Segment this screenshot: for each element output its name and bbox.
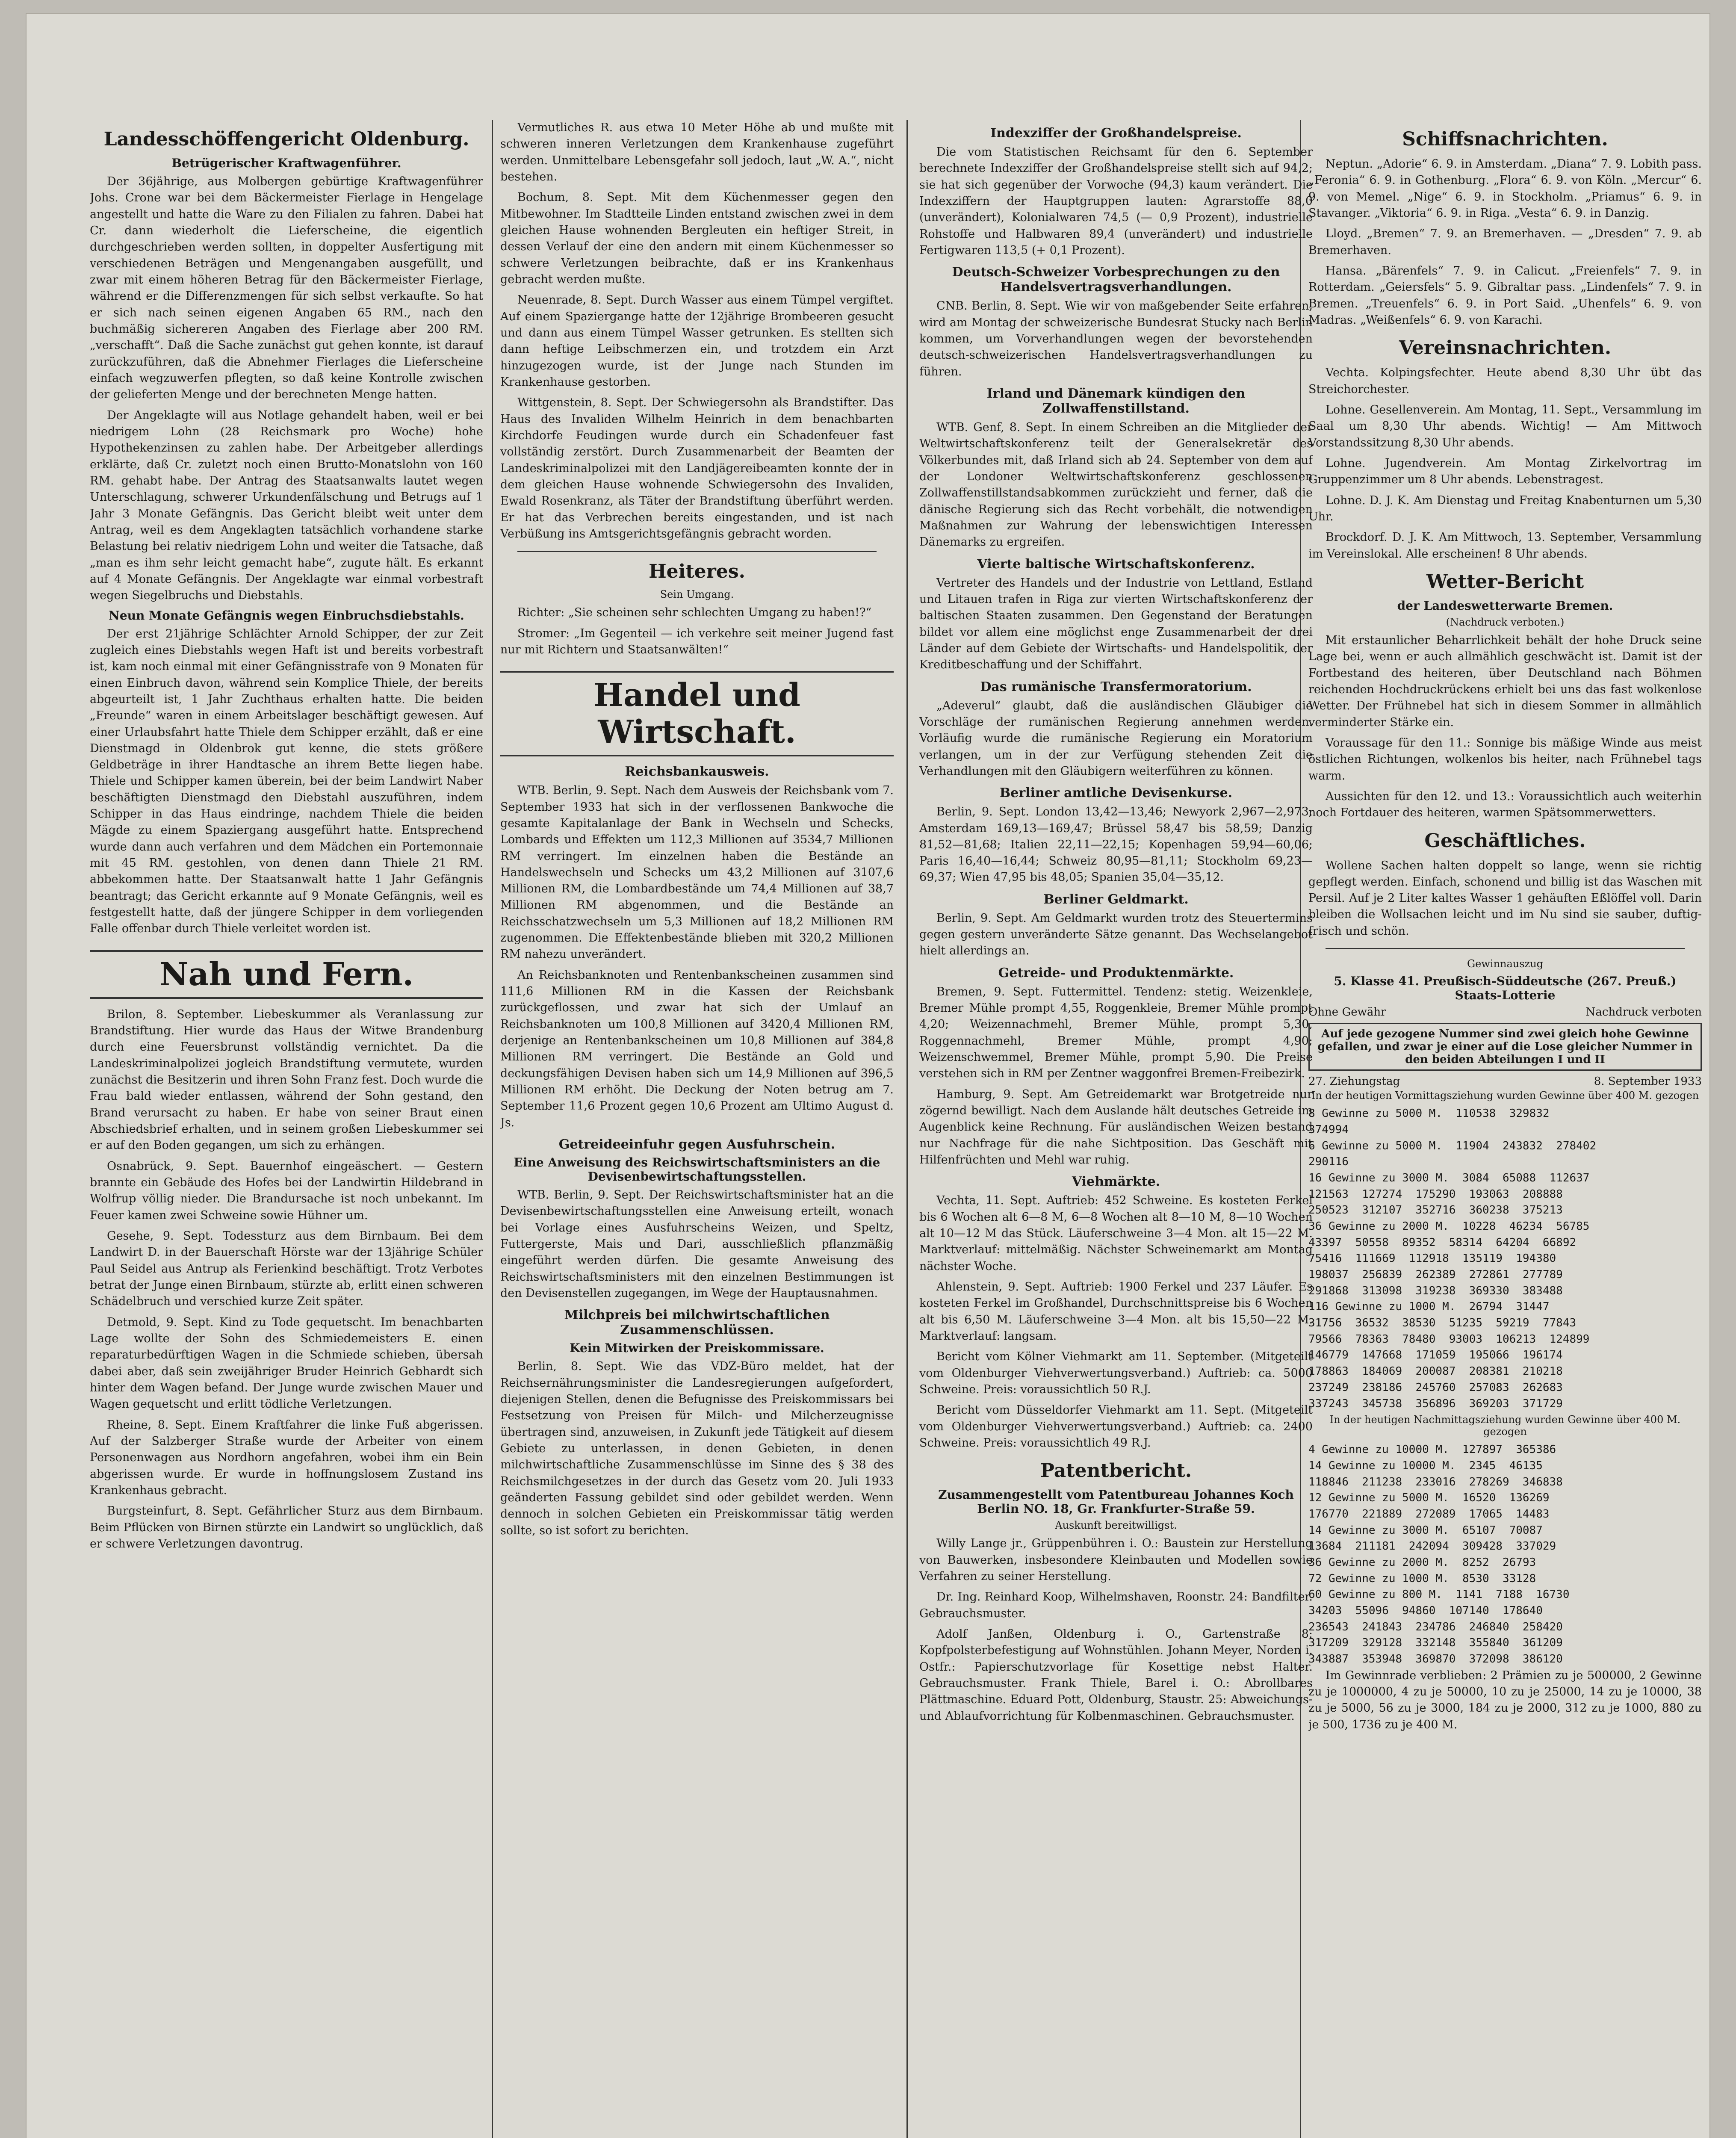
- lottery-date: 8. September 1933: [1594, 1075, 1702, 1088]
- headline-devisen: Berliner amtliche Devisenkurse.: [999, 786, 1233, 801]
- newspaper-page: [26, 13, 1710, 2138]
- subheadline: (Nachdruck verboten.): [1446, 616, 1565, 628]
- article-paragraph: WTB. Berlin, 9. Sept. Der Reichswirtschaftsminister hat an die Devisenbewirtschaftungsstellen eine Anweisung erteilt, wonach bei Vorlage eines Ausfuhrscheins Weizen, und Speltz, Futtergerste, Mais und Dari, ausschließlich pflanzmäßig eingeführt werden dürfen. Die gesamte Anweisung des Reichswirtschaftsministers mit den einzelnen Bestimmungen ist den Devisenstellen zugegangen, im Wege der Hauptausnahmen.: [500, 1188, 894, 1300]
- lottery-afternoon-heading: In der heutigen Nachmittagsziehung wurden Gewinne über 400 M. gezogen: [1329, 1414, 1681, 1438]
- lottery-copyright: Nachdruck verboten: [1585, 1006, 1702, 1019]
- column-4: [1308, 120, 1702, 2138]
- article-paragraph: Berlin, 9. Sept. London 13,42—13,46; Newyork 2,967—2,973; Amsterdam 169,13—169,47; Brüssel 58,47 bis 58,59; Danzig 81,52—81,68; Italien 22,11—22,15; Kopenhagen 59,94—60,06; Paris 16,40—16,44; Schweiz 80,95—81,11; Stockholm 69,23—69,37; Wien 47,95 bis 48,05; Spanien 35,04—35,12.: [919, 805, 1313, 884]
- headline-irland: Irland und Dänemark kündigen den Zollwaffenstillstand.: [986, 386, 1246, 416]
- joke-line: Stromer: „Im Gegenteil — ich verkehre seit meiner Jugend fast nur mit Richtern und Staatsanwälten!“: [500, 626, 894, 656]
- article-paragraph: Hansa. „Bärenfels“ 7. 9. in Calicut. „Freienfels“ 7. 9. in Rotterdam. „Geiersfels“ 5. 9. Gibraltar pass. „Lindenfels“ 7. 9. in Bremen. „Treuenfels“ 6. 9. in Port Said. „Uhenfels“ 6. 9. von Madras. „Weißenfels“ 6. 9. von Karachi.: [1308, 264, 1702, 327]
- article-paragraph: Detmold, 9. Sept. Kind zu Tode gequetscht. Im benachbarten Lage wollte der Sohn des Schmiedemeisters E. einen reparaturbedürftigen Wagen in die Schmiede schieben, übersah dabei aber, daß sein zweijähriger Bruder Heinrich Gebhardt sich hinter dem Wagen befand. Der Junge wurde zwischen Mauer und Wagen gequetscht und erlitt tödliche Verletzungen.: [90, 1315, 483, 1411]
- headline-schweiz: Deutsch-Schweizer Vorbesprechungen zu den Handelsvertragsverhandlungen.: [952, 265, 1280, 295]
- headline-baltisch: Vierte baltische Wirtschaftskonferenz.: [977, 556, 1255, 572]
- article-paragraph: Der 36jährige, aus Molbergen gebürtige Kraftwagenführer Johs. Crone war bei dem Bäckermeister Fierlage in Hengelage angestellt und hatte die Ware zu den Filialen zu fahren. Dabei hat Cr. dann wiederholt die Lieferscheine, die eigentlich durchgeschrieben werden sollten, in doppelter Ausfertigung mit verschiedenen Beträgen und Mengenangaben ausgefüllt, und zwar mit einem höheren Betrag für den Bäckermeister Fierlage, während er die Differenzmengen für sich selbst verkaufte. So hat er sich nach seinen eigenen Angaben 65 RM., nach den buchmäßig sichereren Angaben des Fierlage aber 200 RM. „verschafft“. Daß die Sache zunächst gut gehen konnte, ist darauf zurückzuführen, daß die Abnehmer Fierlages die Lieferscheine einfach wegzuwerfen pflegten, so daß keine Kontrolle zwischen der gelieferten Menge und der berechneten Menge hatten.: [90, 175, 483, 402]
- article-paragraph: CNB. Berlin, 8. Sept. Wie wir von maßgebender Seite erfahren, wird am Montag der schweizerische Bundesrat Stucky nach Berlin kommen, um Vorverhandlungen wegen der bevorstehenden deutsch-schweizerischen Handelsvertragsverhandlungen zu führen.: [919, 299, 1313, 378]
- subheadline: Zusammengestellt vom Patentbureau Johannes Koch Berlin NO. 18, Gr. Frankfurter-Straße 59.: [938, 1488, 1294, 1516]
- column-1: [90, 120, 483, 2138]
- article-paragraph: Gesehe, 9. Sept. Todessturz aus dem Birnbaum. Bei dem Landwirt D. in der Bauerschaft Hörste war der 13jährige Schüler Paul Seidel aus Antrup als Ferienkind beschäftigt. Trotz Verbotes betrat der Junge einen Birnbaum, stürzte ab, erlitt einen schweren Schädelbruch und verschied kurze Zeit später.: [90, 1229, 483, 1308]
- article-paragraph: Bericht vom Kölner Viehmarkt am 11. September. (Mitgeteilt vom Oldenburger Viehverwertungsverband.) Auftrieb: ca. 5000 Schweine. Preis: voraussichtlich 50 R.J.: [919, 1350, 1313, 1397]
- article-paragraph: WTB. Genf, 8. Sept. In einem Schreiben an die Mitglieder der Weltwirtschaftskonferenz teilt der Generalsekretär des Völkerbundes mit, daß Irland sich ab 24. September von dem auf der Londoner Weltwirtschaftskonferenz geschlossenen Zollwaffenstillstandsabkommen zurückzieht und ferner, daß die dänische Regierung sich das Recht vorbehält, die notwendigen Maßnahmen zur Wahrung der lebenswichtigen Interessen Dänemarks zu ergreifen.: [919, 420, 1313, 549]
- headline-wetter: Wetter-Bericht: [1426, 570, 1584, 593]
- article-paragraph: Dr. Ing. Reinhard Koop, Wilhelmshaven, Roonstr. 24: Bandfilter. Gebrauchsmuster.: [919, 1590, 1313, 1620]
- article-paragraph: Rheine, 8. Sept. Einem Kraftfahrer die linke Fuß abgerissen. Auf der Salzberger Straße wurde der Arbeiter von einem Personenwagen aus Nordhorn angefahren, wobei ihm ein Bein abgerissen wurde. Er wurde in hoffnungslosem Zustand ins Krankenhaus gebracht.: [90, 1418, 483, 1497]
- article-paragraph: Lohne. Gesellenverein. Am Montag, 11. Sept., Versammlung im Saal um 8,30 Uhr abends. Wichtig! — Am Mittwoch Vorstandssitzung 8,30 Uhr abends.: [1308, 403, 1702, 449]
- article-paragraph: Neptun. „Adorie“ 6. 9. in Amsterdam. „Diana“ 7. 9. Lobith pass. „Feronia“ 6. 9. in Gothenburg. „Flora“ 6. 9. von Köln. „Mercur“ 6. 9. von Memel. „Nige“ 6. 9. in Stockholm. „Priamus“ 6. 9. in Stavanger. „Viktoria“ 6. 9. in Riga. „Vesta“ 6. 9. in Danzig.: [1308, 157, 1702, 220]
- article-paragraph: Der Angeklagte will aus Notlage gehandelt haben, weil er bei niedrigem Lohn (28 Reichsmark pro Woche) hohe Hypothekenzinsen zu zahlen habe. Der Arbeitgeber allerdings erklärte, daß Cr. zuletzt noch einen Brutto-Monatslohn von 160 RM. gehabt habe. Der Antrag des Staatsanwalts lautet wegen Unterschlagung, schwerer Urkundenfälschung und Betrugs auf 1 Jahr 3 Monate Gefängnis. Das Gericht bleibt weit unter dem Antrag, weil es dem Angeklagten tatsächlich vorhandene starke Belastung bei relativ niedrigem Lohn und weiter die Tatsache, daß „man es ihm sehr leicht gemacht habe“, zugute hält. Es erkannt auf 4 Monate Gefängnis. Der Angeklagte war einmal vorbestraft wegen Siegelbruchs und Diebstahls.: [90, 408, 483, 602]
- headline-rumaenien: Das rumänische Transfermoratorium.: [980, 679, 1252, 694]
- lottery-morning-heading: In der heutigen Vormittagsziehung wurden Gewinne über 400 M. gezogen: [1311, 1090, 1699, 1102]
- article-paragraph: Burgsteinfurt, 8. Sept. Gefährlicher Sturz aus dem Birnbaum. Beim Pflücken von Birnen stürzte ein Landwirt so unglücklich, daß er schwere Verletzungen davontrug.: [90, 1504, 483, 1550]
- column-rule: [906, 120, 908, 2138]
- article-paragraph: Neuenrade, 8. Sept. Durch Wasser aus einem Tümpel vergiftet. Auf einem Spaziergange hatte der 12jährige Brombeeren gesucht und dann aus einem Tümpel Wasser getrunken. Es stellten sich dann heftige Leibschmerzen ein, und trotzdem ein Arzt hinzugezogen wurde, ist der Junge nach Stunden im Krankenhause gestorben.: [500, 293, 894, 389]
- headline-index: Indexziffer der Großhandelspreise.: [990, 126, 1242, 141]
- article-paragraph: Voraussage für den 11.: Sonnige bis mäßige Winde aus meist östlichen Richtungen, wolkenlos bis heiter, nach Frühnebel tags warm.: [1308, 736, 1702, 783]
- subheadline: Eine Anweisung des Reichswirtschaftsministers an die Devisenbewirtschaftungsstellen.: [514, 1155, 880, 1184]
- lottery-notice-box: Auf jede gezogene Nummer sind zwei gleich hohe Gewinne gefallen, und zwar je einer auf die Lose gleicher Nummer in den beiden Abteilungen I und II: [1308, 1023, 1702, 1071]
- headline-produkten: Getreide- und Produktenmärkte.: [998, 965, 1234, 980]
- article-paragraph: Willy Lange jr., Grüppenbühren i. O.: Baustein zur Herstellung von Bauwerken, insbesondere Kleinbauten und Modellen sowie Verfahren zu seiner Herstellung.: [919, 1537, 1313, 1583]
- headline-vieh: Viehmärkte.: [1072, 1174, 1160, 1190]
- article-paragraph: Vechta. Kolpingsfechter. Heute abend 8,30 Uhr übt das Streichorchester.: [1308, 366, 1702, 396]
- article-paragraph: Berlin, 9. Sept. Am Geldmarkt wurden trotz des Steuertermins gegen gestern unveränderte Sätze genannt. Das Wechselangebot hielt allerdings an.: [919, 911, 1313, 958]
- article-paragraph: Lohne. Jugendverein. Am Montag Zirkelvortrag im Gruppenzimmer um 8 Uhr abends. Lebenstragest.: [1308, 456, 1702, 487]
- headline-verein: Vereinsnachrichten.: [1399, 337, 1612, 359]
- article-paragraph: Brockdorf. D. J. K. Am Mittwoch, 13. September, Versammlung im Vereinslokal. Alle erscheinen! 8 Uhr abends.: [1308, 531, 1702, 561]
- article-paragraph: Vechta, 11. Sept. Auftrieb: 452 Schweine. Es kosteten Ferkel bis 6 Wochen alt 6—8 M, 6—8 Wochen alt 8—10 M, 8—10 Wochen alt 10—12 M das Stück. Läuferschweine 3—4 Mon. alt 15—22 M. Marktverlauf: mittelmäßig. Nächster Schweinemarkt am Montag nächster Woche.: [919, 1194, 1313, 1273]
- article-paragraph: Brilon, 8. September. Liebeskummer als Veranlassung zur Brandstiftung. Hier wurde das Haus der Witwe Brandenburg durch eine Feuersbrunst vollständig vernichtet. Da die Landeskriminalpolizei jogleich Brandstiftung vermutete, wurden zunächst die Besitzerin und ihren Sohn Franz fest. Doch wurde die Frau bald wieder entlassen, während der Sohn gestand, den Brand verursacht zu haben. Er habe von seiner Braut einen Abschiedsbrief erhalten, und in seinem großen Liebeskummer sei er auf den Boden gegangen, um sich zu erhängen.: [90, 1007, 483, 1152]
- article-paragraph: An Reichsbanknoten und Rentenbankscheinen zusammen sind 111,6 Millionen RM in die Kassen der Reichsbank zurückgeflossen, und zwar hat sich der Umlauf an Reichsbanknoten um 100,8 Millionen auf 3420,4 Millionen RM, derjenige an Rentenbankscheinen um 10,8 Millionen auf 384,8 Millionen RM verringert. Die Bestände an Gold und deckungsfähigen Devisen haben sich um 14,9 Millionen auf 396,5 Millionen RM erhöht. Die Deckung der Noten betrug am 7. September 11,6 Prozent gegen 10,6 Prozent am Ultimo August d. Js.: [500, 968, 894, 1129]
- subheadline: der Landeswetterwarte Bremen.: [1397, 598, 1613, 613]
- article-paragraph: Wittgenstein, 8. Sept. Der Schwiegersohn als Brandstifter. Das Haus des Invaliden Wilhelm Heinrich in dem benachbarten Kirchdorfe Feudingen wurde durch ein Schadenfeuer fast vollständig zerstört. Durch Zusammenarbeit der Beamten der Landeskriminalpolizei mit den Landjägereibeamten konnte der in dem gleichen Hause wohnende Schwiegersohn des Invaliden, Ewald Rosenkranz, als Täter der Brandstiftung überführt werden. Er hat das Verbrechen bereits eingestanden, und ist nach Verbüßung ins Amtsgerichtsgefängnis gebracht worden.: [500, 396, 894, 540]
- section-title-handel: Handel und Wirtschaft.: [500, 671, 894, 756]
- joke-line: Richter: „Sie scheinen sehr schlechten Umgang zu haben!?“: [517, 606, 872, 620]
- headline-heiteres: Heiteres.: [649, 561, 745, 583]
- article-paragraph: Vermutliches R. aus etwa 10 Meter Höhe ab und mußte mit schweren inneren Verletzungen dem Krankenhause zugeführt werden. Unmittelbare Lebensgefahr soll jedoch, laut „W. A.“, nicht bestehen.: [500, 121, 894, 183]
- article-paragraph: Vertreter des Handels und der Industrie von Lettland, Estland und Litauen trafen in Riga zur vierten Wirtschaftskonferenz der baltischen Staaten zusammen. Den Gegenstand der Beratungen bildet vor allem eine möglichst enge Zusammenarbeit der drei Länder auf dem Gebiete der Wirtschafts- und Handelspolitik, der Kreditbeschaffung und der Schiffahrt.: [919, 576, 1313, 672]
- subheadline: Sein Umgang.: [660, 588, 734, 601]
- article-paragraph: Hamburg, 9. Sept. Am Getreidemarkt war Brotgetreide nur zögernd bewilligt. Nach dem Auslande hält deutsches Getreide im Augenblick keine Rechnung. Für ausländischen Weizen bestand nur Nachfrage für die nahe Sichtposition. Das Geschäft mit Hilfenfrüchten und Mehl war ruhig.: [919, 1087, 1313, 1167]
- headline-patent: Patentbericht.: [1040, 1460, 1192, 1482]
- lottery-day: 27. Ziehungstag: [1308, 1075, 1400, 1088]
- lottery-no-guarantee: Ohne Gewähr: [1308, 1006, 1386, 1019]
- subheadline: Neun Monate Gefängnis wegen Einbruchsdiebstahls.: [109, 608, 464, 623]
- lottery-remaining: Im Gewinnrade verblieben: 2 Prämien zu je 500000, 2 Gewinne zu je 1000000, 4 zu je 50000, 10 zu je 25000, 14 zu je 10000, 38 zu je 5000, 56 zu je 3000, 184 zu je 2000, 312 zu je 1000, 880 zu je 500, 1736 zu je 400 M.: [1308, 1668, 1702, 1731]
- article-paragraph: Bochum, 8. Sept. Mit dem Küchenmesser gegen den Mitbewohner. Im Stadtteile Linden entstand zwischen zwei in dem gleichen Hause wohnenden Bergleuten ein heftiger Streit, in dessen Verlauf der eine den andern mit einem Küchenmesser so schwere Verletzungen beibrachte, daß er ins Krankenhaus gebracht werden mußte.: [500, 191, 894, 286]
- headline-court: Landesschöffengericht Oldenburg.: [103, 128, 469, 150]
- article-paragraph: Berlin, 8. Sept. Wie das VDZ-Büro meldet, hat der Reichsernährungsminister die Landesregierungen aufgefordert, diejenigen Stellen, denen die Befugnisse des Preiskommissars bei Festsetzung von Preisen für Milch- und Milcherzeugnisse übertragen sind, anzuweisen, in Zukunft jede Tätigkeit auf diesem Gebiete zu unterlassen, in denen Gebieten, in denen milchwirtschaftliche Zusammenschlüsse im Sinne des § 38 des Reichsmilchgesetzes in der durch das Gesetz vom 20. Juli 1933 geänderten Fassung gebildet sind oder gebildet werden. Wenn dennoch in solchen Gebieten ein Preiskommissar tätig werden sollte, so ist sofort zu berichten.: [500, 1360, 894, 1537]
- article-paragraph: Der erst 21jährige Schlächter Arnold Schipper, der zur Zeit zugleich eines Diebstahls wegen Haft ist und bereits vorbestraft ist, kam noch einmal mit einer Gefängnisstrafe von 9 Monaten für einen Einbruch davon, während sein Komplice Thiele, der bereits abgeurteilt ist, 1 Jahr Zuchthaus erhalten hatte. Die beiden „Freunde“ waren in einem Arbeitslager beschäftigt gewesen. Auf einer Urlaubsfahrt hatte Thiele dem Schipper erzählt, daß er eine Dienstmagd in Oldenbrok gut kenne, die stets größere Geldbeträge in ihrer Handtasche an ihrem Bette liegen habe. Thiele und Schipper kamen überein, bei der beim Landwirt Naber beschäftigten Dienstmagd den Diebstahl auszuführen, indem Schipper in das Haus eindringe, nachdem Thiele die beiden Mägde zu einem Spaziergang ausgeführt hatte. Entsprechend wurde dann auch verfahren und dem Mädchen ein Portemonnaie mit 45 RM. gestohlen, von denen dann Thiele 21 RM. abbekommen hatte. Der Staatsanwalt hatte 1 Jahr Gefängnis beantragt; das Gericht erkannte auf 9 Monate Gefängnis, weil es festgestellt hatte, daß der jüngere Schipper in dem vorliegenden Falle offenbar durch Thiele verleitet worden ist.: [90, 627, 483, 936]
- headline-reichsbank: Reichsbankausweis.: [625, 764, 769, 780]
- lottery-title: Gewinnauszug: [1467, 958, 1544, 970]
- article-paragraph: Aussichten für den 12. und 13.: Voraussichtlich auch weiterhin noch Fortdauer des heiteren, warmen Spätsommerwetters.: [1308, 789, 1702, 820]
- article-paragraph: Die vom Statistischen Reichsamt für den 6. September berechnete Indexziffer der Großhandelspreise stellt sich auf 94,2; sie hat sich gegenüber der Vorwoche (94,3) kaum verändert. Die Indexziffern der Hauptgruppen lauten: Agrarstoffe 88,0 (unverändert), Kolonialwaren 74,5 (— 0,9 Prozent), industrielle Rohstoffe und Halbwaren 89,4 (unverändert) und industrielle Fertigwaren 113,5 (+ 0,1 Prozent).: [919, 145, 1313, 257]
- headline-milch: Milchpreis bei milchwirtschaftlichen Zusammenschlüssen.: [564, 1308, 830, 1338]
- divider: [517, 551, 877, 552]
- subheadline: Betrügerischer Kraftwagenführer.: [171, 156, 402, 170]
- article-paragraph: Lloyd. „Bremen“ 7. 9. an Bremerhaven. — „Dresden“ 7. 9. ab Bremerhaven.: [1308, 227, 1702, 257]
- article-paragraph: Adolf Janßen, Oldenburg i. O., Gartenstraße 8: Kopfpolsterbefestigung auf Wohnstühlen. Johann Meyer, Norden i. Ostfr.: Papierschutzvorlage für Kosettige nebst Halter. Gebrauchsmuster. Frank Thiele, Barel i. O.: Abrollbares Plättmaschine. Eduard Pott, Oldenburg, Staustr. 25: Abweichungs- und Ablaufvorrichtung für Kolbenmaschinen. Gebrauchsmuster.: [919, 1627, 1313, 1723]
- subheadline: Kein Mitwirken der Preiskommissare.: [570, 1341, 824, 1355]
- lottery-numbers-afternoon: 4 Gewinne zu 10000 M. 127897 365386 14 Gewinne zu 10000 M. 2345 46135 118846 211238 233016 278269 346838 12 Gewinne zu 5000 M. 16520 136269 176770 221889 272089 17065 14483 14 Gewinne zu 3000 M. 65107 70087 13684 211181 242094 309428 337029 36 Gewinne zu 2000 M. 8252 26793 72 Gewinne zu 1000 M. 8530 33128 60 Gewinne zu 800 M. 1141 7188 16730 34203 55096 94860 107140 178640 236543 241843 234786 246840 258420 317209 329128 332148 355840 361209 343887 353948 369870 372098 386120: [1308, 1443, 1570, 1666]
- article-paragraph: Osnabrück, 9. Sept. Bauernhof eingeäschert. — Gestern brannte ein Gebäude des Hofes bei der Landwirtin Hildebrand in Wolfrup völlig nieder. Die Brandursache ist noch unbekannt. Im Feuer kamen zwei Schweine sowie Hühner um.: [90, 1159, 483, 1222]
- lottery-subtitle: 5. Klasse 41. Preußisch-Süddeutsche (267. Preuß.) Staats-Lotterie: [1334, 974, 1677, 1003]
- lottery-meta: [1308, 1006, 1702, 1019]
- lottery-date-row: [1308, 1075, 1702, 1088]
- lottery-numbers-morning: 8 Gewinne zu 5000 M. 110538 329832 374994 6 Gewinne zu 5000 M. 11904 243832 278402 290116 16 Gewinne zu 3000 M. 3084 65088 112637 121563 127274 175290 193063 208888 250523 312107 352716 360238 375213 36 Gewinne zu 2000 M. 10228 46234 56785 43397 50558 89352 58314 64204 66892 75416 111669 112918 135119 194380 198037 256839 262389 272861 277789 291868 313098 319238 369330 383488 116 Gewinne zu 1000 M. 26794 31447 31756 36532 38530 51235 59219 77843 79566 78363 78480 93003 106213 124899 146779 147668 171059 195066 196174 178863 184069 200087 208381 210218 237249 238186 245760 257083 262683 337243 345738 356896 369203 371729: [1308, 1107, 1597, 1410]
- article-paragraph: Ahlenstein, 9. Sept. Auftrieb: 1900 Ferkel und 237 Läufer. Es kosteten Ferkel im Großhandel, Durchschnittspreise bis 6 Wochen alt bis 6,50 M. Läuferschweine 3—4 Mon. alt bis 15,50—22 M. Marktverlauf: langsam.: [919, 1280, 1313, 1343]
- column-3: [919, 120, 1313, 2138]
- article-paragraph: Lohne. D. J. K. Am Dienstag und Freitag Knabenturnen um 5,30 Uhr.: [1308, 493, 1702, 523]
- headline-geschaeft: Geschäftliches.: [1424, 830, 1586, 852]
- column-2: [500, 120, 894, 2138]
- column-rule: [492, 120, 493, 2138]
- article-paragraph: „Adeverul“ glaubt, daß die ausländischen Gläubiger die Vorschläge der rumänischen Regierung annehmen werden. Vorläufig wurde die rumänische Regierung ein Moratorium verlangen, um in der zur Verfügung stehenden Zeit die Verhandlungen mit den Gläubigern weiterführen zu können.: [919, 699, 1313, 778]
- article-paragraph: Bremen, 9. Sept. Futtermittel. Tendenz: stetig. Weizenkleie, Bremer Mühle prompt 4,55, Roggenkleie, Bremer Mühle prompt 4,20; Weizennachmehl, Bremer Mühle, prompt 5,30, Roggennachmehl, Bremer Mühle, prompt 4,90; Weizenschwemmel, Bremer Mühle, prompt 5,90. Die Preise verstehen sich in RM per Zentner waggonfrei Bremen-Freibezirk.: [919, 985, 1313, 1081]
- article-paragraph: Mit erstaunlicher Beharrlichkeit behält der hohe Druck seine Lage bei, wenn er auch allmählich geschwächt ist. Damit ist der Fortbestand des heiteren, über Deutschland nach Böhmen reichenden Hochdruckrückens erhielt bei uns das fast wolkenlose Wetter. Der Frühnebel hat sich in diesem Sommer in allmählich verminderter Stärke ein.: [1308, 633, 1702, 729]
- article-paragraph: Wollene Sachen halten doppelt so lange, wenn sie richtig gepflegt werden. Einfach, schonend und billig ist das Waschen mit Persil. Auf je 2 Liter kaltes Wasser 1 gehäuften Eßlöffel voll. Darin bleiben die Wollsachen leicht und im Nu sind sie sauber, duftig-frisch und schön.: [1308, 859, 1702, 938]
- headline-getreide: Getreideeinfuhr gegen Ausfuhrschein.: [558, 1137, 836, 1152]
- divider: [1326, 948, 1685, 949]
- section-title-nah-und-fern: Nah und Fern.: [90, 950, 483, 999]
- article-paragraph: Bericht vom Düsseldorfer Viehmarkt am 11. Sept. (Mitgeteilt vom Oldenburger Viehverwertungsverband.) Auftrieb: ca. 2400 Schweine. Preis: voraussichtlich 49 R.J.: [919, 1403, 1313, 1450]
- article-paragraph: WTB. Berlin, 9. Sept. Nach dem Ausweis der Reichsbank vom 7. September 1933 hat sich in der verflossenen Bankwoche die gesamte Kapitalanlage der Bank in Wechseln und Schecks, Lombards und Effekten um 112,3 Millionen auf 3534,7 Millionen RM verringert. Im einzelnen haben die Bestände an Handelswechseln und Schecks um 43,2 Millionen auf 3107,6 Millionen RM, die Lombardbestände um 74,4 Millionen auf 38,7 Millionen RM abgenommen, und die Bestände an Reichsschatzwechseln um 5,3 Millionen auf 18,2 Millionen RM zugenommen. Die Effektenbestände blieben mit 320,2 Millionen RM nahezu unverändert.: [500, 784, 894, 961]
- headline-schiff: Schiffsnachrichten.: [1402, 128, 1608, 150]
- headline-geldmarkt: Berliner Geldmarkt.: [1043, 892, 1189, 907]
- subheadline: Auskunft bereitwilligst.: [1055, 1519, 1177, 1532]
